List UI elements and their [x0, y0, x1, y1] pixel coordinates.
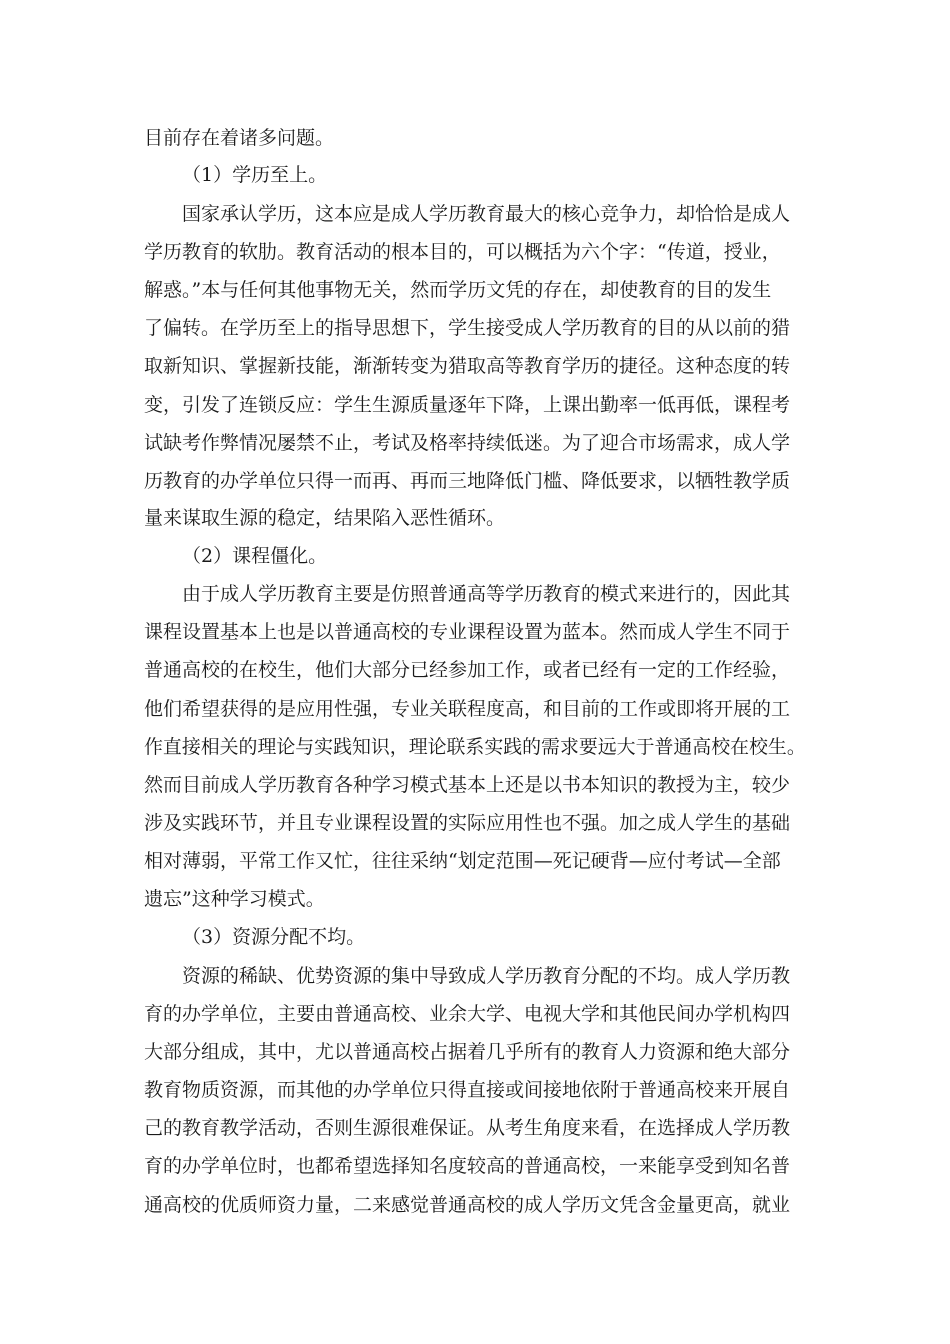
paragraph-line: 作直接相关的理论与实践知识，理论联系实践的需求要远大于普通高校在校生。: [144, 736, 806, 758]
paragraph-line: 涉及实践环节，并且专业课程设置的实际应用性也不强。加之成人学生的基础: [144, 812, 791, 834]
paragraph-line: 大部分组成，其中，尤以普通高校占据着几乎所有的教育人力资源和绝大部分: [144, 1041, 791, 1063]
paragraph-line: 育的办学单位时，也都希望选择知名度较高的普通高校，一来能享受到知名普: [144, 1155, 791, 1177]
paragraph-line: 取新知识、掌握新技能，渐渐转变为猎取高等教育学历的捷径。这种态度的转: [144, 355, 791, 377]
paragraph-line: 量来谋取生源的稳定，结果陷入恶性循环。: [144, 507, 506, 529]
paragraph-line: 遗忘”这种学习模式。: [144, 888, 325, 910]
paragraph-line: 解惑。”本与任何其他事物无关，然而学历文凭的存在，却使教育的目的发生: [144, 279, 772, 301]
paragraph-line: 目前存在着诸多问题。: [144, 127, 335, 149]
paragraph-line: 他们希望获得的是应用性强，专业关联程度高，和目前的工作或即将开展的工: [144, 698, 791, 720]
paragraph-line: 教育物质资源，而其他的办学单位只得直接或间接地依附于普通高校来开展自: [144, 1079, 791, 1101]
paragraph-line: 资源的稀缺、优势资源的集中导致成人学历教育分配的不均。成人学历教: [182, 965, 791, 987]
section-heading-3: （3）资源分配不均。: [182, 926, 366, 948]
paragraph-line: 变，引发了连锁反应：学生生源质量逐年下降，上课出勤率一低再低，课程考: [144, 394, 791, 416]
paragraph-line: 育的办学单位，主要由普通高校、业余大学、电视大学和其他民间办学机构四: [144, 1003, 791, 1025]
paragraph-line: 普通高校的在校生，他们大部分已经参加工作，或者已经有一定的工作经验，: [144, 659, 791, 681]
section-heading-1: （1）学历至上。: [182, 164, 328, 186]
paragraph-line: 国家承认学历，这本应是成人学历教育最大的核心竞争力，却恰恰是成人: [182, 203, 791, 225]
section-heading-2: （2）课程僵化。: [182, 545, 328, 567]
paragraph-line: 试缺考作弊情况屡禁不止，考试及格率持续低迷。为了迎合市场需求，成人学: [144, 432, 791, 454]
paragraph-line: 通高校的优质师资力量，二来感觉普通高校的成人学历文凭含金量更高，就业: [144, 1194, 791, 1216]
paragraph-line: 历教育的办学单位只得一而再、再而三地降低门槛、降低要求，以牺牲教学质: [144, 470, 791, 492]
paragraph-line: 然而目前成人学历教育各种学习模式基本上还是以书本知识的教授为主，较少: [144, 774, 791, 796]
paragraph-line: 课程设置基本上也是以普通高校的专业课程设置为蓝本。然而成人学生不同于: [144, 621, 791, 643]
paragraph-line: 相对薄弱，平常工作又忙，往往采纳“划定范围—死记硬背—应付考试—全部: [144, 850, 781, 872]
paragraph-line: 己的教育教学活动，否则生源很难保证。从考生角度来看，在选择成人学历教: [144, 1117, 791, 1139]
paragraph-line: 学历教育的软肋。教育活动的根本目的，可以概括为六个字：“传道，授业，: [144, 241, 781, 263]
paragraph-line: 了偏转。在学历至上的指导思想下，学生接受成人学历教育的目的从以前的猎: [144, 317, 791, 339]
paragraph-line: 由于成人学历教育主要是仿照普通高等学历教育的模式来进行的，因此其: [182, 583, 791, 605]
